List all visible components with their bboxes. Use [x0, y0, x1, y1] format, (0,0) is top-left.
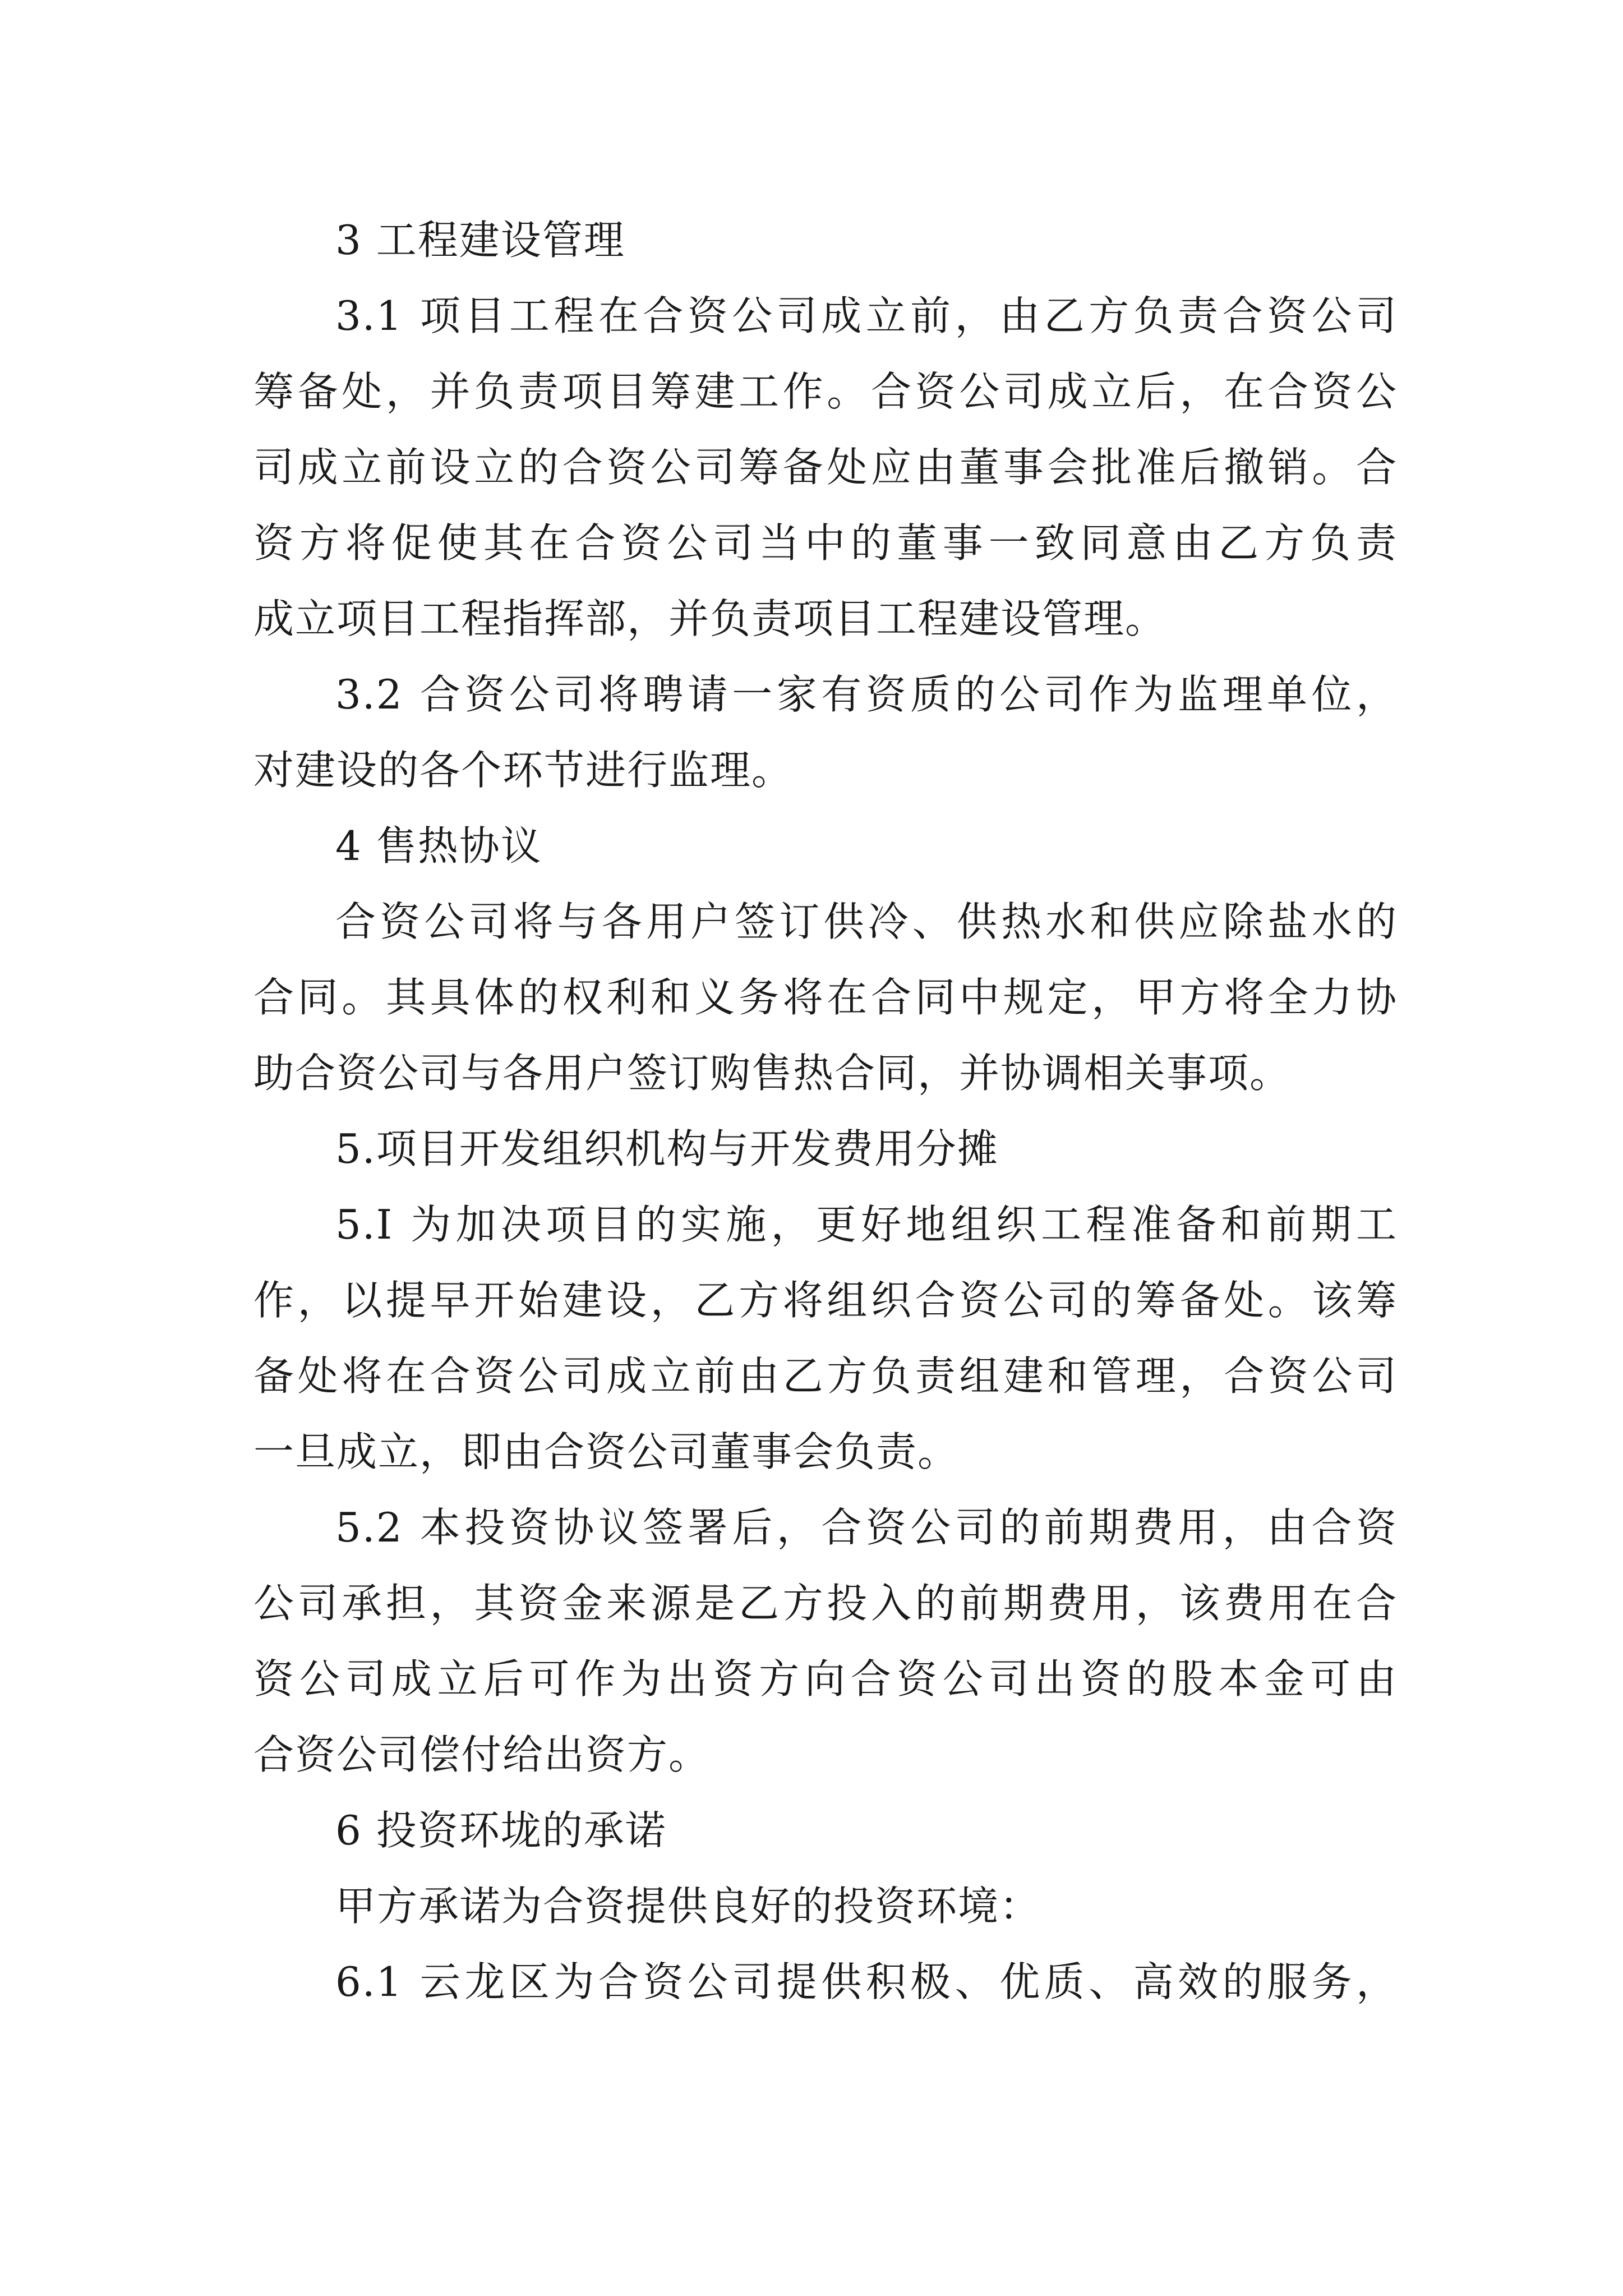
paragraph-3-1-line-2: 筹备处，并负责项目筹建工作。合资公司成立后，在合资公 [253, 368, 1398, 415]
paragraph-3-2-line-2: 对建设的各个环节进行监理。 [253, 747, 794, 794]
paragraph-3-1-line-4: 资方将促使其在合资公司当中的董事一致同意由乙方负责 [253, 519, 1398, 567]
paragraph-5-1-line-2: 作，以提早开始建设，乙方将组织合资公司的筹备处。该筹 [253, 1277, 1398, 1324]
paragraph-5-2-line-3: 资公司成立后可作为出资方向合资公司出资的股本金可由 [253, 1655, 1398, 1703]
paragraph-4-line-2: 合同。其具体的权利和义务将在合同中规定，甲方将全力协 [253, 974, 1398, 1021]
paragraph-3-1-line-1: 3.1 项目工程在合资公司成立前，由乙方负责合资公司 [335, 292, 1398, 339]
paragraph-5-2-line-2: 公司承担，其资金来源是乙方投入的前期费用，该费用在合 [253, 1580, 1398, 1627]
paragraph-3-1-line-5: 成立项目工程指挥部，并负责项目工程建设管理。 [253, 595, 1167, 642]
section-heading-4: 4 售热协议 [335, 822, 542, 869]
paragraph-5-1-line-4: 一旦成立，即由合资公司董事会负责。 [253, 1428, 960, 1475]
section-heading-3: 3 工程建设管理 [335, 217, 625, 264]
paragraph-6-intro: 甲方承诺为合资提供良好的投资环境： [335, 1883, 1041, 1930]
paragraph-5-1-line-3: 备处将在合资公司成立前由乙方负责组建和管理，合资公司 [253, 1352, 1398, 1400]
paragraph-3-1-line-3: 司成立前设立的合资公司筹备处应由董事会批准后撤销。合 [253, 444, 1398, 491]
paragraph-6-1-line-1: 6.1 云龙区为合资公司提供积极、优质、高效的服务， [335, 1958, 1398, 2005]
paragraph-3-2-line-1: 3.2 合资公司将聘请一家有资质的公司作为监理单位， [335, 671, 1398, 718]
paragraph-5-2-line-1: 5.2 本投资协议签署后，合资公司的前期费用，由合资 [335, 1504, 1398, 1551]
paragraph-5-2-line-4: 合资公司偿付给出资方。 [253, 1731, 711, 1778]
section-heading-6: 6 投资环垅的承诺 [335, 1807, 667, 1854]
paragraph-4-line-3: 助合资公司与各用户签订购售热合同，并协调相关事项。 [253, 1050, 1292, 1097]
section-heading-5: 5.项目开发组织机构与开发费用分摊 [335, 1125, 999, 1172]
paragraph-5-1-line-1: 5.I 为加决项目的实施，更好地组织工程准备和前期工 [335, 1201, 1398, 1248]
paragraph-4-line-1: 合资公司将与各用户签订供冷、供热水和供应除盐水的 [335, 898, 1398, 945]
